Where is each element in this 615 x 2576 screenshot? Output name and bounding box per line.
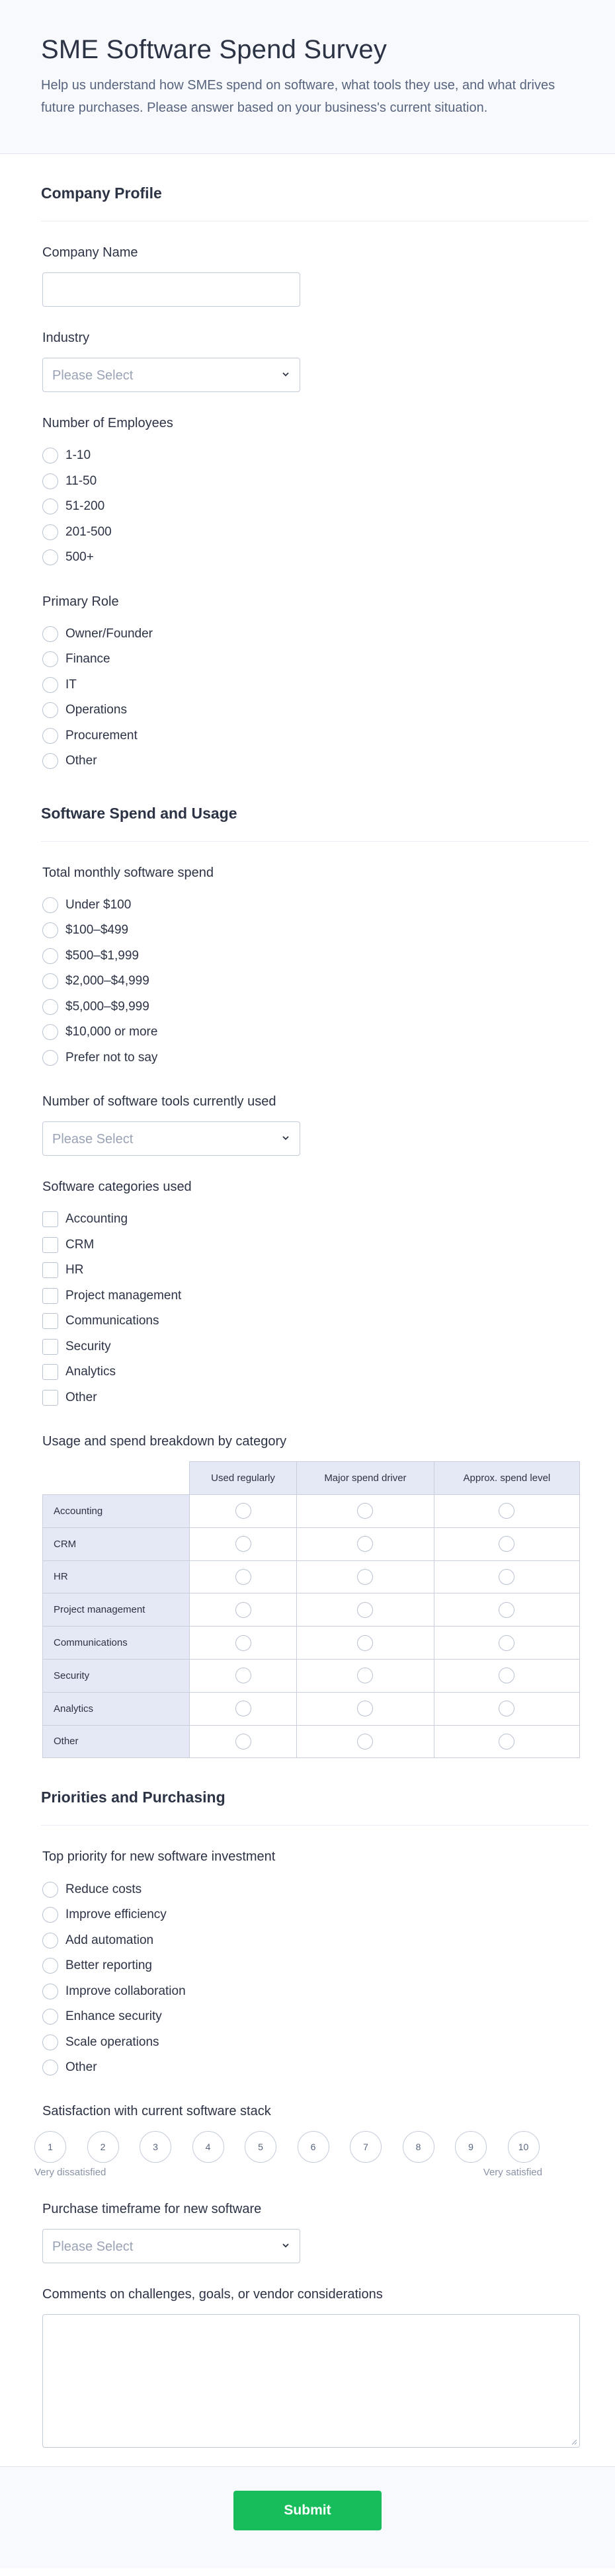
categories-option-hr[interactable] (42, 1258, 579, 1283)
role-option-other[interactable] (42, 748, 579, 774)
role-option-owner-founder[interactable] (42, 622, 579, 647)
monthly-spend-option-prefer-not-to-say[interactable] (42, 1045, 579, 1071)
option-label: $2,000–$4,999 (65, 974, 149, 988)
matrix-row-hr (43, 1560, 580, 1593)
categories-option-security[interactable] (42, 1334, 579, 1360)
option-label: Accounting (65, 1212, 128, 1227)
radio-button[interactable] (42, 1958, 58, 1974)
matrix-cell (190, 1527, 297, 1560)
chevron-down-icon (281, 2241, 290, 2250)
categories-label: Software categories used (42, 1180, 192, 1194)
categories-option-other[interactable] (42, 1385, 579, 1411)
radio-button[interactable] (42, 1933, 58, 1949)
matrix-radio-project-management-approx-spend-level[interactable] (499, 1602, 514, 1618)
matrix-cell (297, 1560, 434, 1593)
matrix-field (41, 1434, 579, 1758)
matrix-cell (190, 1659, 297, 1692)
radio-button[interactable] (42, 897, 58, 913)
monthly-spend-label: Total monthly software spend (42, 865, 214, 880)
industry-placeholder: Please Select (52, 368, 134, 383)
scale-option-1[interactable]: 1 (34, 2131, 66, 2163)
scale-high-label: Very satisfied (483, 2167, 542, 2179)
radio-button[interactable] (42, 1050, 58, 1066)
monthly-spend-option-5-000-9-999[interactable] (42, 994, 579, 1020)
comments-field (41, 2287, 579, 2448)
matrix-row-label: Project management (43, 1593, 190, 1627)
top-priority-label: Top priority for new software investment (42, 1849, 276, 1865)
matrix-cell (434, 1593, 579, 1627)
radio-button[interactable] (42, 2034, 58, 2050)
matrix-radio-other-used-regularly[interactable] (235, 1734, 251, 1750)
checkbox[interactable] (42, 1339, 58, 1355)
top-priority-option-scale-operations[interactable] (42, 2029, 579, 2055)
matrix-cell (190, 1495, 297, 1528)
matrix-cell (190, 1692, 297, 1725)
option-label: Other (65, 1390, 97, 1404)
radio-button[interactable] (42, 626, 58, 642)
radio-button[interactable] (42, 999, 58, 1015)
checkbox[interactable] (42, 1313, 58, 1329)
section-title-company-profile: Company Profile (41, 184, 589, 221)
option-label: 201-500 (65, 524, 112, 539)
chevron-down-icon (281, 1133, 290, 1143)
scale-labels (34, 2167, 542, 2178)
tools-count-field (41, 1094, 579, 1156)
checkbox[interactable] (42, 1364, 58, 1380)
matrix-cell (297, 1527, 434, 1560)
role-options (42, 622, 579, 774)
matrix-col-major-spend-driver: Major spend driver (297, 1462, 434, 1495)
matrix-radio-accounting-approx-spend-level[interactable] (499, 1503, 514, 1519)
checkbox[interactable] (42, 1262, 58, 1278)
matrix-cell (434, 1527, 579, 1560)
monthly-spend-option-under-100[interactable] (42, 893, 579, 918)
option-label: Improve efficiency (65, 1908, 167, 1922)
radio-button[interactable] (42, 973, 58, 989)
scale-option-10[interactable]: 10 (508, 2131, 540, 2163)
option-label: $100–$499 (65, 923, 129, 938)
satisfaction-label: Satisfaction with current software stack (42, 2104, 271, 2119)
option-label: Project management (65, 1288, 182, 1303)
matrix-cell (434, 1560, 579, 1593)
matrix-row-other (43, 1725, 580, 1758)
categories-option-accounting[interactable] (42, 1207, 579, 1232)
matrix-radio-hr-major-spend-driver[interactable] (357, 1569, 373, 1585)
satisfaction-field (34, 2104, 579, 2179)
option-label: Finance (65, 652, 110, 666)
radio-button[interactable] (42, 448, 58, 463)
matrix-radio-hr-approx-spend-level[interactable] (499, 1569, 514, 1585)
top-priority-option-better-reporting[interactable] (42, 1953, 579, 1979)
matrix-radio-other-approx-spend-level[interactable] (499, 1734, 514, 1750)
employees-label: Number of Employees (42, 416, 173, 430)
industry-label: Industry (42, 331, 90, 345)
top-priority-option-other[interactable] (42, 2055, 579, 2081)
option-label: Enhance security (65, 2009, 162, 2024)
monthly-spend-field (41, 865, 579, 1071)
radio-button[interactable] (42, 677, 58, 693)
matrix-row-communications (43, 1627, 580, 1660)
matrix-cell (434, 1659, 579, 1692)
monthly-spend-option-100-499[interactable] (42, 918, 579, 944)
radio-button[interactable] (42, 499, 58, 514)
matrix-cell (297, 1659, 434, 1692)
matrix-cell (190, 1560, 297, 1593)
radio-button[interactable] (42, 1907, 58, 1923)
option-label: Other (65, 2060, 97, 2075)
option-label: Prefer not to say (65, 1050, 158, 1065)
option-label: Communications (65, 1314, 159, 1328)
role-option-finance[interactable] (42, 647, 579, 672)
option-label: 11-50 (65, 473, 97, 488)
matrix-row-label: Other (43, 1725, 190, 1758)
matrix-cell (434, 1725, 579, 1758)
matrix-col-spend-level: Approx. spend level (434, 1462, 579, 1495)
option-label: Under $100 (65, 897, 132, 912)
radio-button[interactable] (42, 524, 58, 540)
top-priority-option-add-automation[interactable] (42, 1927, 579, 1953)
option-label: Reduce costs (65, 1882, 142, 1896)
submit-button[interactable]: Submit (233, 2491, 382, 2530)
role-option-it[interactable] (42, 672, 579, 698)
role-field (41, 594, 579, 774)
top-priority-options (42, 1876, 579, 2080)
role-option-operations[interactable] (42, 698, 579, 723)
matrix-row-project-management (43, 1593, 580, 1627)
matrix-cell (297, 1725, 434, 1758)
matrix-header-row (43, 1462, 580, 1495)
top-priority-option-improve-collaboration[interactable] (42, 1978, 579, 2004)
option-label: Operations (65, 703, 127, 717)
employees-option-11-50[interactable] (42, 469, 579, 495)
option-label: Add automation (65, 1933, 154, 1947)
matrix-cell (190, 1725, 297, 1758)
scale-option-3[interactable]: 3 (140, 2131, 171, 2163)
matrix-cell (190, 1627, 297, 1660)
section-title-spend-usage: Software Spend and Usage (41, 805, 589, 842)
radio-button[interactable] (42, 1984, 58, 1999)
option-label: Scale operations (65, 2034, 159, 2049)
tools-count-label: Number of software tools currently used (42, 1094, 276, 1109)
matrix-row-label: HR (43, 1560, 190, 1593)
role-label: Primary Role (42, 594, 119, 609)
categories-option-crm[interactable] (42, 1232, 579, 1258)
matrix-radio-project-management-major-spend-driver[interactable] (357, 1602, 373, 1618)
usage-matrix (42, 1461, 580, 1758)
matrix-cell (434, 1627, 579, 1660)
radio-button[interactable] (42, 948, 58, 964)
matrix-row-label: CRM (43, 1527, 190, 1560)
matrix-radio-analytics-major-spend-driver[interactable] (357, 1701, 373, 1716)
timeframe-label: Purchase timeframe for new software (42, 2202, 262, 2217)
form-content (0, 184, 615, 2448)
option-label: CRM (65, 1237, 95, 1252)
matrix-cell (297, 1593, 434, 1627)
matrix-cell (297, 1495, 434, 1528)
comments-label: Comments on challenges, goals, or vendor considerations (42, 2287, 383, 2302)
company-name-label: Company Name (42, 245, 138, 260)
matrix-cell (297, 1692, 434, 1725)
option-label: Security (65, 1339, 111, 1353)
matrix-radio-crm-used-regularly[interactable] (235, 1536, 251, 1552)
scale-option-6[interactable]: 6 (298, 2131, 329, 2163)
radio-button[interactable] (42, 702, 58, 718)
matrix-row-label: Accounting (43, 1495, 190, 1528)
radio-button[interactable] (42, 651, 58, 667)
employees-option-1-10[interactable] (42, 443, 579, 469)
top-priority-option-reduce-costs[interactable] (42, 1876, 579, 1902)
matrix-cell (434, 1692, 579, 1725)
categories-field (41, 1180, 579, 1410)
form-header (0, 0, 615, 154)
employees-option-51-200[interactable] (42, 494, 579, 520)
monthly-spend-options (42, 893, 579, 1071)
radio-button[interactable] (42, 1882, 58, 1898)
radio-button[interactable] (42, 728, 58, 744)
industry-field (41, 331, 579, 392)
scale-option-9[interactable]: 9 (455, 2131, 487, 2163)
employees-option-500[interactable] (42, 545, 579, 571)
matrix-radio-analytics-used-regularly[interactable] (235, 1701, 251, 1716)
radio-button[interactable] (42, 753, 58, 769)
categories-options (42, 1207, 579, 1410)
matrix-col-used-regularly: Used regularly (190, 1462, 297, 1495)
matrix-radio-communications-major-spend-driver[interactable] (357, 1635, 373, 1651)
matrix-radio-crm-approx-spend-level[interactable] (499, 1536, 514, 1552)
option-label: Better reporting (65, 1958, 152, 1973)
timeframe-placeholder: Please Select (52, 2239, 134, 2255)
scale-option-7[interactable]: 7 (350, 2131, 382, 2163)
form-description: Help us understand how SMEs spend on software, what tools they use, and what drives future purchases. Please answer based on your business's current situation. (41, 78, 555, 115)
option-label: $500–$1,999 (65, 948, 139, 963)
employees-option-201-500[interactable] (42, 520, 579, 545)
radio-button[interactable] (42, 2060, 58, 2075)
matrix-row-label: Analytics (43, 1692, 190, 1725)
matrix-radio-other-major-spend-driver[interactable] (357, 1734, 373, 1750)
scale-option-2[interactable]: 2 (87, 2131, 119, 2163)
matrix-row-label: Communications (43, 1627, 190, 1660)
matrix-radio-security-used-regularly[interactable] (235, 1668, 251, 1683)
categories-option-analytics[interactable] (42, 1359, 579, 1385)
option-label: Analytics (65, 1365, 116, 1379)
matrix-radio-communications-approx-spend-level[interactable] (499, 1635, 514, 1651)
checkbox[interactable] (42, 1390, 58, 1406)
matrix-cell (434, 1495, 579, 1528)
radio-button[interactable] (42, 549, 58, 565)
matrix-row-security (43, 1659, 580, 1692)
tools-count-select[interactable] (42, 1121, 300, 1156)
matrix-radio-communications-used-regularly[interactable] (235, 1635, 251, 1651)
matrix-row-label: Security (43, 1659, 190, 1692)
option-label: $10,000 or more (65, 1025, 158, 1039)
matrix-radio-accounting-used-regularly[interactable] (235, 1503, 251, 1519)
option-label: Procurement (65, 728, 138, 743)
scale-option-5[interactable]: 5 (245, 2131, 276, 2163)
scale-option-8[interactable]: 8 (403, 2131, 434, 2163)
timeframe-select[interactable] (42, 2229, 300, 2263)
radio-button[interactable] (42, 1024, 58, 1040)
option-label: 500+ (65, 550, 94, 565)
radio-button[interactable] (42, 473, 58, 489)
matrix-body (43, 1495, 580, 1758)
matrix-radio-accounting-major-spend-driver[interactable] (357, 1503, 373, 1519)
matrix-radio-crm-major-spend-driver[interactable] (357, 1536, 373, 1552)
option-label: 51-200 (65, 499, 105, 514)
form-footer (0, 2466, 615, 2568)
resize-handle-icon[interactable] (571, 2438, 577, 2445)
option-label: Owner/Founder (65, 626, 153, 641)
top-priority-option-enhance-security[interactable] (42, 2004, 579, 2030)
comments-textarea[interactable] (42, 2314, 580, 2448)
matrix-corner (43, 1462, 190, 1495)
categories-option-project-management[interactable] (42, 1283, 579, 1309)
employees-field (41, 416, 579, 571)
matrix-row-accounting (43, 1495, 580, 1528)
checkbox[interactable] (42, 1211, 58, 1227)
checkbox[interactable] (42, 1237, 58, 1253)
scale-low-label: Very dissatisfied (34, 2167, 106, 2179)
monthly-spend-option-10-000-or-more[interactable] (42, 1020, 579, 1045)
radio-button[interactable] (42, 922, 58, 938)
matrix-radio-security-approx-spend-level[interactable] (499, 1668, 514, 1683)
option-label: $5,000–$9,999 (65, 999, 149, 1014)
timeframe-field (41, 2202, 579, 2263)
matrix-label: Usage and spend breakdown by category (42, 1434, 287, 1449)
role-option-procurement[interactable] (42, 723, 579, 749)
company-name-input[interactable] (42, 272, 300, 307)
employees-options (42, 443, 579, 571)
section-title-priorities: Priorities and Purchasing (41, 1789, 589, 1826)
industry-select[interactable] (42, 358, 300, 392)
top-priority-field (41, 1849, 579, 2080)
satisfaction-scale (34, 2131, 579, 2163)
matrix-radio-project-management-used-regularly[interactable] (235, 1602, 251, 1618)
monthly-spend-option-500-1-999[interactable] (42, 944, 579, 969)
radio-button[interactable] (42, 2009, 58, 2025)
matrix-cell (190, 1593, 297, 1627)
form-title: SME Software Spend Survey (41, 35, 388, 64)
chevron-down-icon (281, 370, 290, 379)
matrix-row-analytics (43, 1692, 580, 1725)
matrix-row-crm (43, 1527, 580, 1560)
tools-count-placeholder: Please Select (52, 1132, 134, 1147)
company-name-field (41, 245, 579, 307)
matrix-radio-security-major-spend-driver[interactable] (357, 1668, 373, 1683)
checkbox[interactable] (42, 1288, 58, 1304)
categories-option-communications[interactable] (42, 1308, 579, 1334)
matrix-radio-analytics-approx-spend-level[interactable] (499, 1701, 514, 1716)
option-label: Other (65, 754, 97, 768)
option-label: HR (65, 1263, 84, 1277)
scale-option-4[interactable]: 4 (192, 2131, 224, 2163)
top-priority-option-improve-efficiency[interactable] (42, 1902, 579, 1928)
matrix-radio-hr-used-regularly[interactable] (235, 1569, 251, 1585)
option-label: 1-10 (65, 448, 91, 463)
option-label: Improve collaboration (65, 1984, 186, 1998)
monthly-spend-option-2-000-4-999[interactable] (42, 969, 579, 994)
matrix-cell (297, 1627, 434, 1660)
option-label: IT (65, 677, 77, 692)
